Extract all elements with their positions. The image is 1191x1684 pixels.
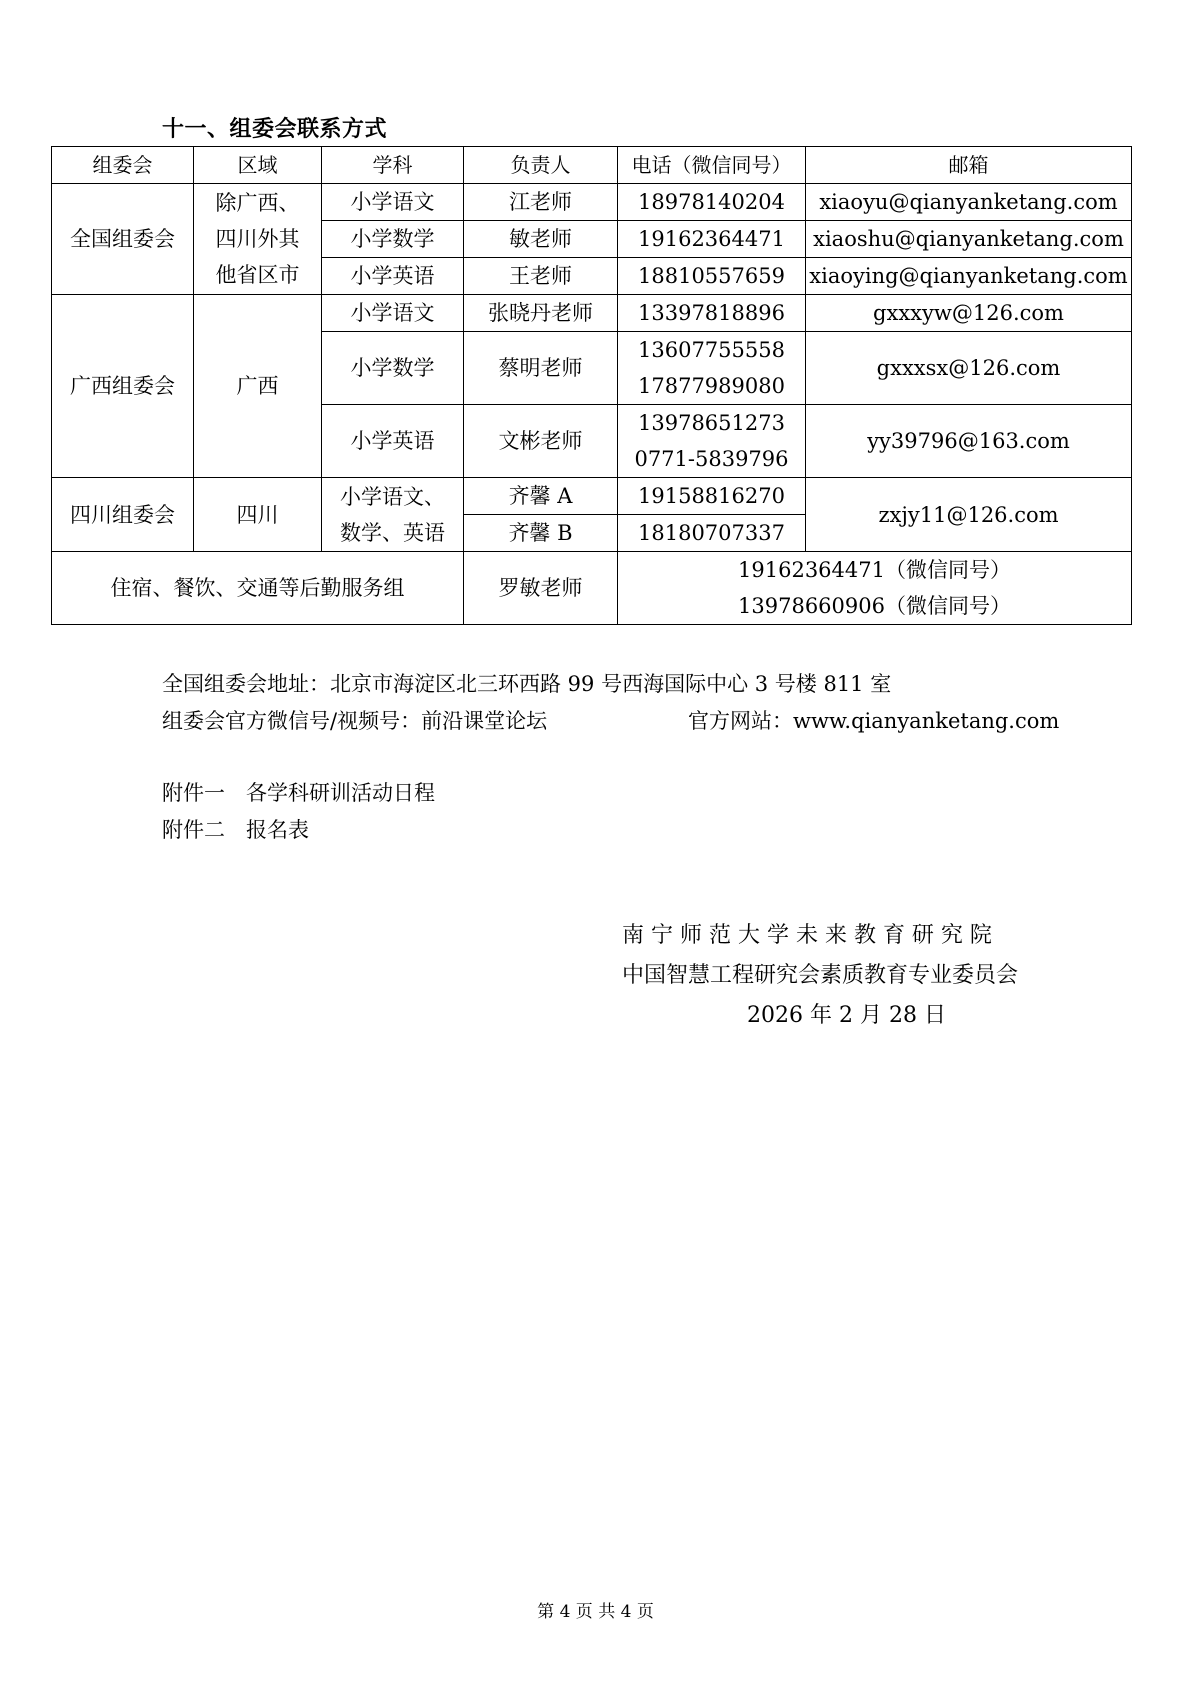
email-cell: xiaoshu@qianyanketang.com [806,221,1132,258]
subject-cell: 小学语文 [322,184,464,221]
subject-cell: 小学数学 [322,221,464,258]
contact-table [51,146,1132,625]
region-cell: 广西 [194,295,322,478]
header-email: 邮箱 [806,147,1132,184]
subject-cell: 小学英语 [322,405,464,478]
phone-cell [618,552,1132,625]
header-region: 区域 [194,147,322,184]
phone-line: 13607755558 [638,338,785,362]
subject-line: 数学、英语 [340,520,445,545]
phone-cell [618,405,806,478]
attachment-2: 附件二 报名表 [162,818,309,842]
region-line: 四川外其 [215,227,300,251]
signature-date: 2026 年 2 月 28 日 [747,1003,946,1028]
table-row [52,184,1132,221]
person-cell: 江老师 [464,184,618,221]
table-row [52,295,1132,332]
person-cell: 齐馨 A [464,478,618,515]
address-line: 全国组委会地址：北京市海淀区北三环西路 99 号西海国际中心 3 号楼 811 室 [162,672,892,696]
email-cell: gxxxsx@126.com [806,332,1132,405]
logistics-label: 住宿、餐饮、交通等后勤服务组 [52,552,464,625]
email-cell: zxjy11@126.com [806,478,1132,552]
phone-line: 13978660906（微信同号） [738,594,1011,618]
email-cell: xiaoyu@qianyanketang.com [806,184,1132,221]
subject-cell: 小学数学 [322,332,464,405]
region-line: 他省区市 [215,263,300,287]
phone-cell [618,332,806,405]
committee-cell: 广西组委会 [52,295,194,478]
header-person: 负责人 [464,147,618,184]
subject-cell [322,478,464,552]
attachment-1: 附件一 各学科研训活动日程 [162,781,435,805]
section-title: 十一、组委会联系方式 [162,117,388,142]
phone-line: 13978651273 [638,411,785,435]
phone-line: 0771-5839796 [634,447,789,471]
person-cell: 蔡明老师 [464,332,618,405]
phone-cell: 13397818896 [618,295,806,332]
phone-line: 17877989080 [638,374,785,398]
website-line: 官方网站：www.qianyanketang.com [688,709,1060,733]
person-cell: 敏老师 [464,221,618,258]
email-cell: gxxxyw@126.com [806,295,1132,332]
phone-line: 19162364471（微信同号） [738,558,1011,582]
header-committee: 组委会 [52,147,194,184]
person-cell: 文彬老师 [464,405,618,478]
header-subject: 学科 [322,147,464,184]
region-line: 除广西、 [215,191,300,215]
email-cell: yy39796@163.com [806,405,1132,478]
phone-cell: 18978140204 [618,184,806,221]
phone-cell: 18810557659 [618,258,806,295]
subject-cell: 小学语文 [322,295,464,332]
page-footer: 第 4 页 共 4 页 [537,1602,654,1622]
table-row [52,552,1132,625]
person-cell: 张晓丹老师 [464,295,618,332]
committee-cell: 四川组委会 [52,478,194,552]
wechat-line: 组委会官方微信号/视频号：前沿课堂论坛 [162,709,548,733]
phone-cell: 19162364471 [618,221,806,258]
region-cell: 四川 [194,478,322,552]
subject-cell: 小学英语 [322,258,464,295]
person-cell: 罗敏老师 [464,552,618,625]
table-header-row [52,147,1132,184]
phone-cell: 19158816270 [618,478,806,515]
phone-cell: 18180707337 [618,515,806,552]
committee-cell: 全国组委会 [52,184,194,295]
signature-org-2: 中国智慧工程研究会素质教育专业委员会 [622,963,1019,988]
signature-org-1: 南 宁 师 范 大 学 未 来 教 育 研 究 院 [622,923,992,948]
person-cell: 王老师 [464,258,618,295]
email-cell: xiaoying@qianyanketang.com [806,258,1132,295]
header-phone: 电话（微信同号） [618,147,806,184]
region-cell [194,184,322,295]
table-row [52,478,1132,515]
subject-line: 小学语文、 [340,484,445,509]
person-cell: 齐馨 B [464,515,618,552]
